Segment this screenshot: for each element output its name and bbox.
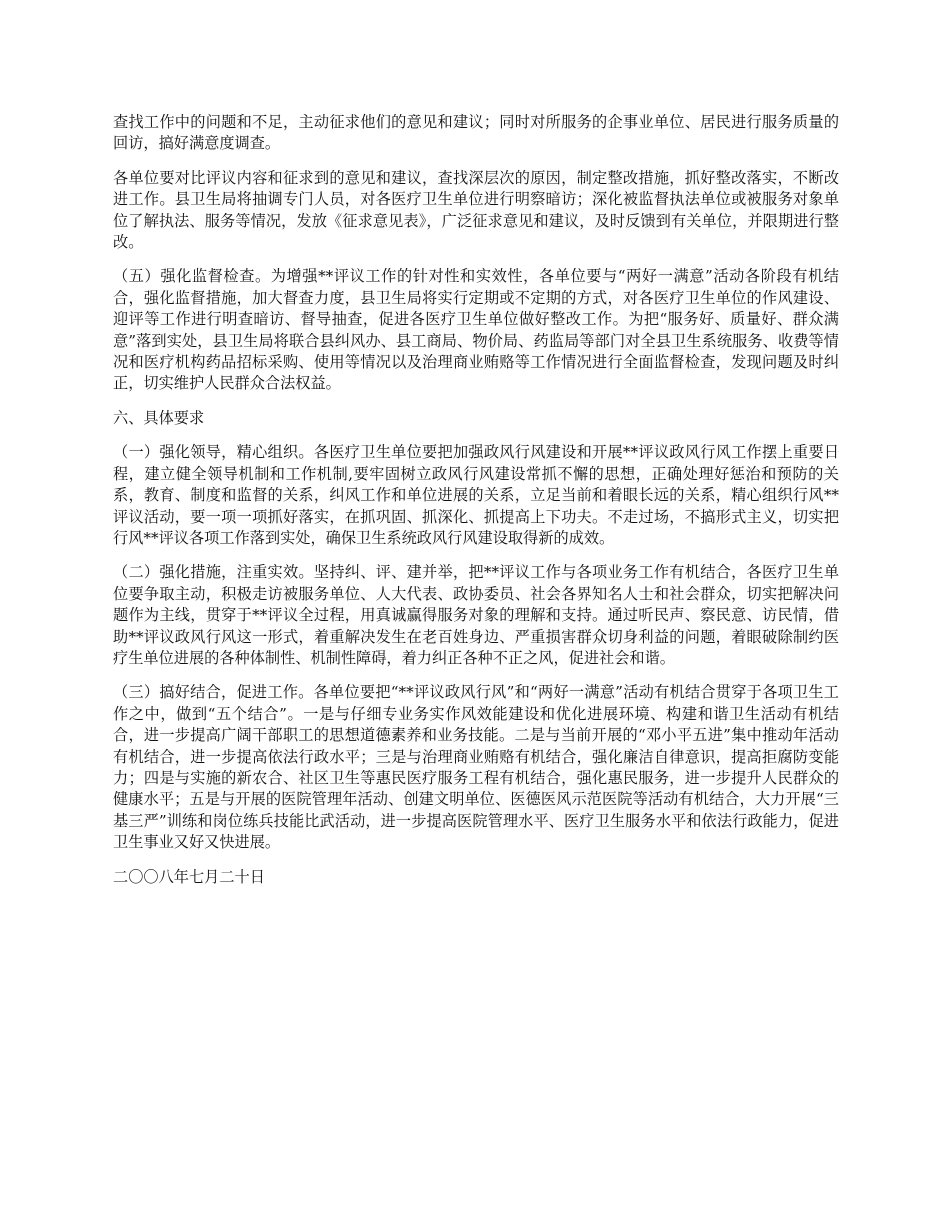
paragraph-supervision: （五）强化监督检查。为增强**评议工作的针对性和实效性，各单位要与“两好一满意”活动各阶段有机结合，强化监督措施，加大督查力度，县卫生局将实行定期或不定期的方式，对各医疗卫生单位的作风建设、迎评等工作进行明查暗访、督导抽查，促进各医疗卫生单位做好整改工作。为把“服务好、质量好、群众满意”落到实处，县卫生局将联合县纠风办、县工商局、物价局、药监局等部门对全县卫生系统服务、收费等情况和医疗机构药品招标采购、使用等情况以及治理商业贿赂等工作情况进行全面监督检查，发现问题及时纠正，切实维护人民群众合法权益。 [113, 267, 839, 393]
document-date: 二〇〇八年七月二十日 [113, 867, 265, 886]
document-body [113, 112, 839, 901]
section-heading-requirements: 六、具体要求 [113, 408, 205, 427]
paragraph-measures: （二）强化措施，注重实效。坚持纠、评、建并举，把**评议工作与各项业务工作有机结合，各医疗卫生单位要争取主动，积极走访被服务单位、人大代表、政协委员、社会各界知名人士和社会群众，切实把解决问题作为主线，贯穿于**评议全过程，用真诚赢得服务对象的理解和支持。通过听民声、察民意、访民情，借助**评议政风行风这一形式，着重解决发生在老百姓身边、严重损害群众切身利益的问题，着眼破除制约医疗生单位进展的各种体制性、机制性障碍，着力纠正各种不正之风，促进社会和谐。 [113, 563, 839, 667]
paragraph-survey: 查找工作中的问题和不足，主动征求他们的意见和建议；同时对所服务的企事业单位、居民进行服务质量的回访，搞好满意度调查。 [113, 113, 839, 153]
paragraph-rectification: 各单位要对比评议内容和征求到的意见和建议，查找深层次的原因，制定整改措施，抓好整改落实，不断改进工作。县卫生局将抽调专门人员，对各医疗卫生单位进行明察暗访；深化被监督执法单位或被服务对象单位了解执法、服务等情况，发放《征求意见表》，广泛征求意见和建议，及时反馈到有关单位，并限期进行整改。 [113, 168, 839, 252]
paragraph-integration: （三）搞好结合，促进工作。各单位要把“**评议政风行风”和“两好一满意”活动有机结合贯穿于各项卫生工作之中，做到“五个结合”。一是与仔细专业务实作风效能建设和优化进展环境、构建和谐卫生活动有机结合，进一步提高广阔干部职工的思想道德素养和业务技能。二是与当前开展的“邓小平五进”集中推动年活动有机结合，进一步提高依法行政水平；三是与治理商业贿赂有机结合，强化廉洁自律意识，提高拒腐防变能力；四是与实施的新农合、社区卫生等惠民医疗服务工程有机结合，强化惠民服务，进一步提升人民群众的健康水平；五是与开展的医院管理年活动、创建文明单位、医德医风示范医院等活动有机结合，大力开展“三基三严”训练和岗位练兵技能比武活动，进一步提高医院管理水平、医疗卫生服务水平和依法行政能力，促进卫生事业又好又快进展。 [113, 683, 839, 852]
paragraph-leadership: （一）强化领导，精心组织。各医疗卫生单位要把加强政风行风建设和开展**评议政风行风工作摆上重要日程，建立健全领导机制和工作机制,要牢固树立政风行风建设常抓不懈的思想，正确处理好惩治和预防的关系，教育、制度和监督的关系，纠风工作和单位进展的关系，立足当前和着眼长远的关系，精心组织行风**评议活动，要一项一项抓好落实，在抓巩固、抓深化、抓提高上下功夫。不走过场，不搞形式主义，切实把行风**评议各项工作落到实处，确保卫生系统政风行风建设取得新的成效。 [113, 443, 839, 547]
